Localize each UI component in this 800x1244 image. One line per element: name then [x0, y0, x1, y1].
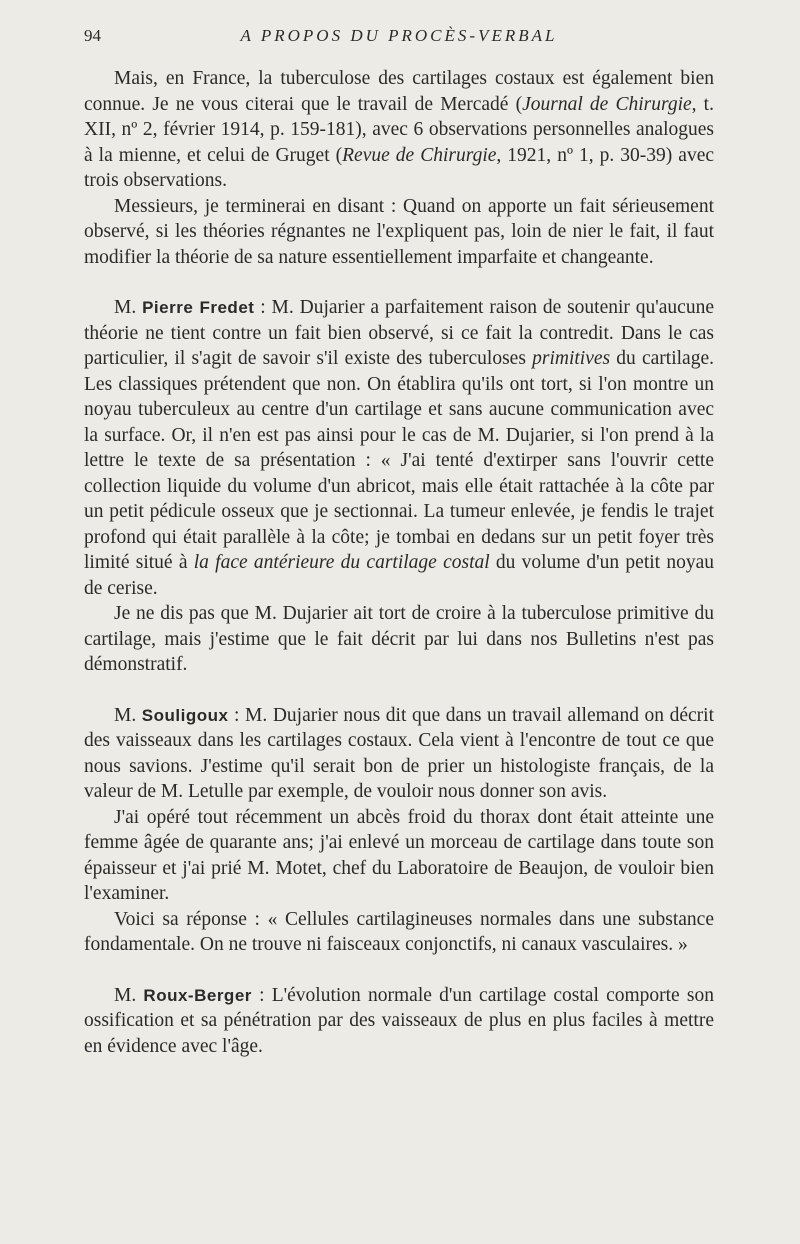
- speaker-prefix: M.: [114, 704, 142, 726]
- journal-citation: Journal de Chirurgie: [522, 93, 692, 115]
- journal-citation: Revue de Chirurgie: [342, 144, 497, 166]
- speaker-paragraph: [84, 295, 714, 601]
- text-run: , t. XII, nº 2, février 1914, p. 159-181), avec 6 observations personnelles analogues à la mienne, et celui de Gruget (: [84, 93, 714, 166]
- running-title: A PROPOS DU PROCÈS-VERBAL: [240, 26, 558, 45]
- speaker-name: Souligoux: [141, 705, 229, 725]
- speaker-paragraph: [84, 983, 714, 1060]
- text-run: , 1921, nº 1, p. 30-39) avec trois observations.: [84, 144, 715, 191]
- page-header: [84, 26, 714, 52]
- speaker-name: Roux-Berger: [143, 985, 252, 1005]
- speaker-prefix: M.: [114, 984, 144, 1006]
- text-run: : M. Dujarier nous dit que dans un travail allemand on décrit des vaisseaux dans les cartilages costaux. Cela vient à l'encontre de tout ce que nous savions. J'estime qu'il serait bon de prier un histologiste français, de la valeur de M. Letulle par exemple, de vouloir nous donner son avis.: [84, 704, 714, 802]
- paragraph: Messieurs, je terminerai en disant : Quand on apporte un fait sérieusement observé, si les théories régnantes ne l'expliquent pas, loin de nier le fait, il faut modifier la théorie de sa nature essentiellement imparfaite et changeante.: [84, 195, 714, 268]
- text-run: : L'évolution normale d'un cartilage costal comporte son ossification et sa pénétration par des vaisseaux de plus en plus faciles à mettre en évidence avec l'âge.: [84, 984, 714, 1057]
- speaker-prefix: M.: [114, 297, 143, 318]
- text-run: du volume d'un petit noyau de cerise.: [84, 552, 714, 599]
- page-number: 94: [84, 26, 101, 45]
- text-run: Mais, en France, la tuberculose des cartilages costaux est également bien connue. Je ne vous citerai que le travail de Mercadé (: [84, 68, 714, 115]
- emphasis: la face antérieure du cartilage costal: [193, 552, 490, 573]
- body-text: [84, 66, 714, 1059]
- paragraph: Je ne dis pas que M. Dujarier ait tort de croire à la tuberculose primitive du cartilage, mais j'estime que le fait décrit par lui dans nos Bulletins n'est pas démonstratif.: [84, 603, 714, 675]
- paragraph: J'ai opéré tout récemment un abcès froid du thorax dont était atteinte une femme âgée de quarante ans; j'ai enlevé un morceau de cartilage dans toute son épaisseur et j'ai prié M. Motet, chef du Laboratoire de Beaujon, de vouloir bien l'examiner.: [84, 806, 714, 904]
- paragraph: Voici sa réponse : « Cellules cartilagineuses normales dans une substance fondamentale. On ne trouve ni faisceaux conjonctifs, ni canaux vasculaires. »: [84, 908, 714, 955]
- emphasis: primitives: [532, 348, 611, 369]
- speaker-name: Pierre Fredet: [142, 298, 255, 317]
- paragraph: [84, 66, 714, 194]
- text-run: du cartilage. Les classiques prétendent que non. On établira qu'ils ont tort, si l'on montre un noyau tuberculeux au centre d'un cartilage et sans aucune communication avec la surface. Or, il n'en est pas ainsi pour le cas de M. Dujarier, si l'on prend à la lettre le texte de sa présentation : « J'ai tenté d'extirper sans l'ouvrir cette collection liquide du volume d'un abricot, mais elle était rattachée à la côte par un petit pédicule osseux que je sectionnai. La tumeur enlevée, je fendis le trajet profond qui était parallèle à la côte; je tombai en dedans sur un petit foyer très limité situé à: [84, 348, 714, 573]
- text-run: : M. Dujarier a parfaitement raison de soutenir qu'aucune théorie ne tient contre un fait bien observé, si ce fait la contredit. Dans le cas particulier, il s'agit de savoir s'il existe des tuberculoses: [84, 297, 714, 369]
- speaker-paragraph: [84, 703, 714, 805]
